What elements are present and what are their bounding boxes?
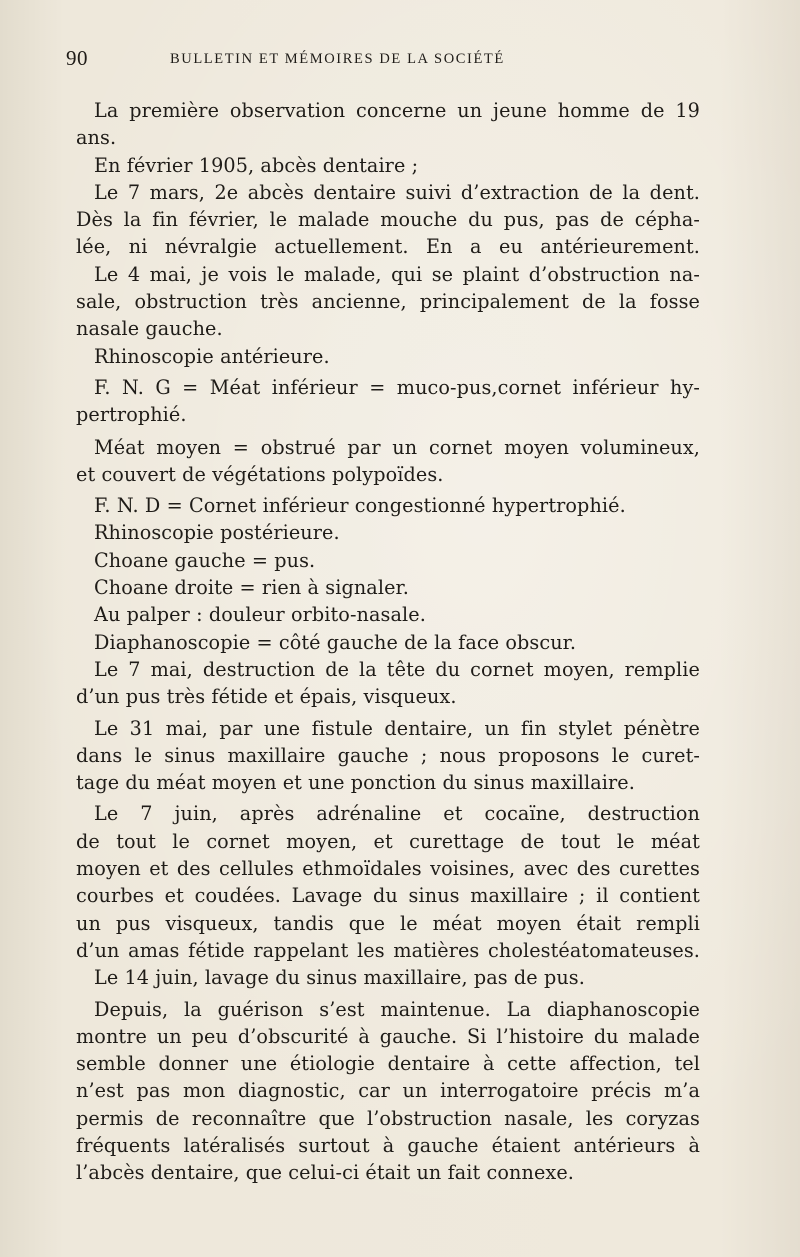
text-line: Rhinoscopie postérieure. xyxy=(94,521,340,545)
text-line: ans. xyxy=(76,126,117,150)
text-line: Au palper : douleur orbito-nasale. xyxy=(94,603,426,627)
text-line: nasale gauche. xyxy=(76,317,223,341)
text-line: un pus visqueux, tandis que le méat moyen était rempli xyxy=(76,911,700,935)
text-line: F. N. D = Cornet inférieur congestionné hypertrophié. xyxy=(94,494,626,518)
text-line: lée, ni névralgie actuellement. En a eu antérieurement. xyxy=(76,235,700,259)
text-line: Méat moyen = obstrué par un cornet moyen volumineux, xyxy=(94,435,700,459)
text-line: Rhinoscopie antérieure. xyxy=(94,344,330,368)
text-line: Dès la fin février, le malade mouche du pus, pas de cépha- xyxy=(76,208,700,232)
text-line: Choane gauche = pus. xyxy=(94,548,316,572)
text-line: moyen et des cellules ethmoïdales voisines, avec des curettes xyxy=(76,857,700,881)
text-line: Depuis, la guérison s’est maintenue. La diaphanoscopie xyxy=(94,997,700,1021)
text-line: permis de reconnaître que l’obstruction nasale, les coryzas xyxy=(76,1106,700,1130)
text-line: n’est pas mon diagnostic, car un interrogatoire précis m’a xyxy=(76,1079,700,1103)
text-line: de tout le cornet moyen, et curettage de tout le méat xyxy=(76,829,700,853)
text-line: Choane droite = rien à signaler. xyxy=(94,576,409,600)
text-line: pertrophié. xyxy=(76,403,187,427)
text-line: fréquents latéralisés surtout à gauche étaient antérieurs à xyxy=(76,1133,700,1157)
text-line: et couvert de végétations polypoïdes. xyxy=(76,462,444,486)
text-line: La première observation concerne un jeune homme de 19 xyxy=(94,99,700,122)
running-head: BULLETIN ET MÉMOIRES DE LA SOCIÉTÉ xyxy=(170,51,505,67)
text-line: En février 1905, abcès dentaire ; xyxy=(94,153,419,177)
text-line: montre un peu d’obscurité à gauche. Si l’histoire du malade xyxy=(76,1024,700,1048)
text-line: dans le sinus maxillaire gauche ; nous proposons le curet- xyxy=(76,743,700,767)
text-line: d’un pus très fétide et épais, visqueux. xyxy=(76,685,457,709)
page-header xyxy=(66,44,706,74)
text-line: Le 14 juin, lavage du sinus maxillaire, pas de pus. xyxy=(94,966,585,990)
text-line: Le 4 mai, je vois le malade, qui se plaint d’obstruction na- xyxy=(94,262,700,286)
text-line: Le 7 mars, 2e abcès dentaire suivi d’extraction de la dent. xyxy=(94,180,700,204)
body-text xyxy=(76,97,700,1187)
text-line: tage du méat moyen et une ponction du sinus maxillaire. xyxy=(76,771,635,795)
page-number: 90 xyxy=(66,46,88,70)
text-line: l’abcès dentaire, que celui-ci était un fait connexe. xyxy=(76,1161,575,1185)
text-line: Le 7 mai, destruction de la tête du cornet moyen, remplie xyxy=(94,657,700,681)
text-line: Le 7 juin, après adrénaline et cocaïne, destruction xyxy=(94,802,700,826)
text-line: d’un amas fétide rappelant les matières cholestéatomateuses. xyxy=(76,938,700,962)
text-line: F. N. G = Méat inférieur = muco-pus,cornet inférieur hy- xyxy=(94,375,700,399)
text-line: sale, obstruction très ancienne, principalement de la fosse xyxy=(76,290,700,314)
text-line: courbes et coudées. Lavage du sinus maxillaire ; il contient xyxy=(76,884,700,908)
text-line: Le 31 mai, par une fistule dentaire, un fin stylet pénètre xyxy=(94,716,700,740)
text-line: Diaphanoscopie = côté gauche de la face obscur. xyxy=(94,630,577,654)
text-line: semble donner une étiologie dentaire à cette affection, tel xyxy=(76,1052,700,1076)
